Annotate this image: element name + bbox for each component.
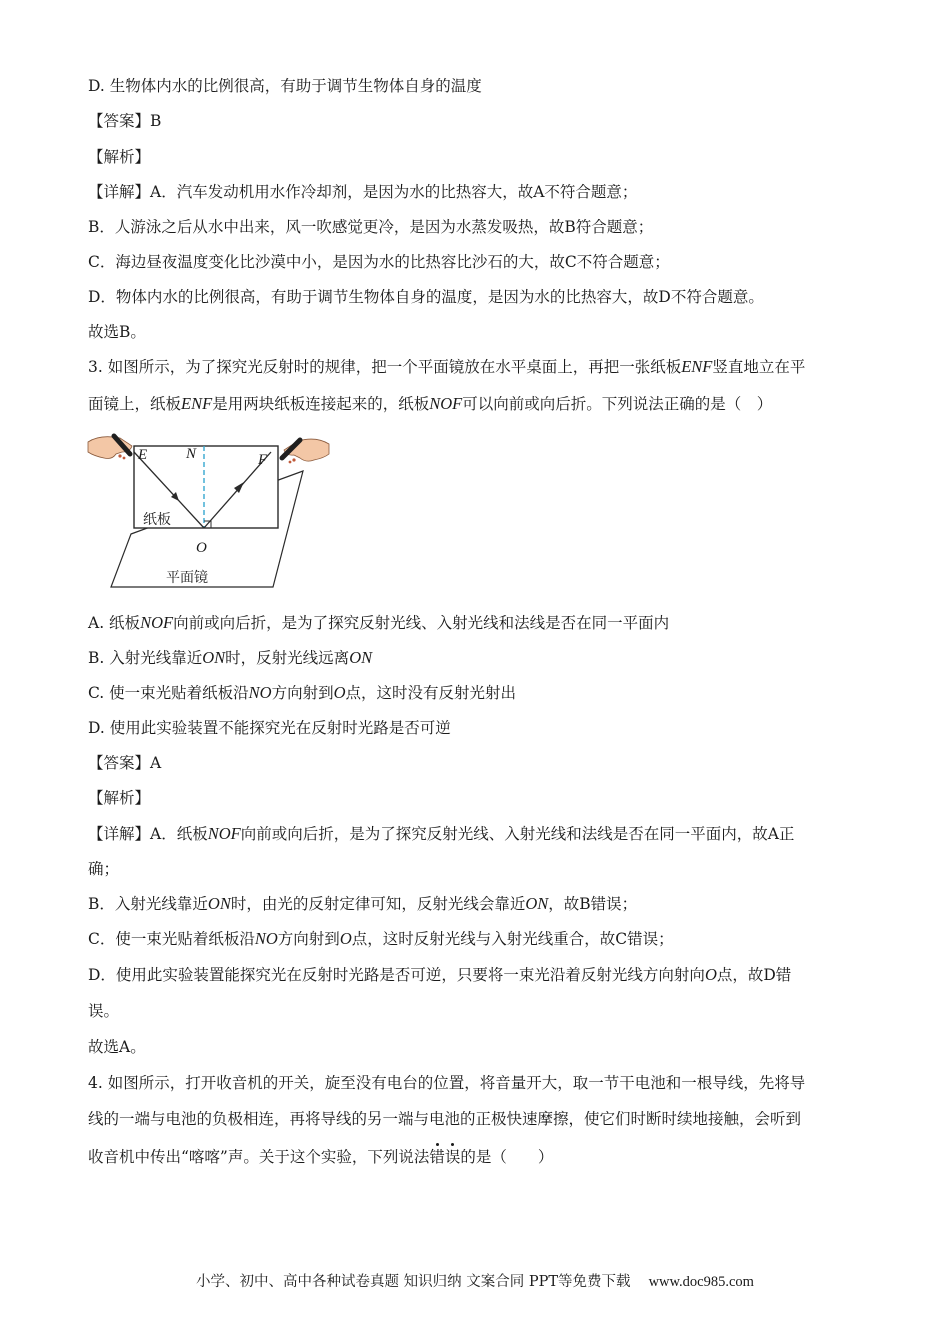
q3-stem2-text-a: 面镜上，纸板	[88, 395, 182, 413]
q3-detail-d-cont: 误。	[88, 1002, 120, 1020]
q3-detail-c-var1: NO	[254, 929, 278, 948]
q3-detail-d	[88, 965, 791, 985]
label-f: F	[258, 452, 268, 468]
q4-stem-line1: 4. 如图所示，打开收音机的开关，旋至没有电台的位置，将音量开大，取一节干电池和一根导线，先将导	[88, 1074, 806, 1092]
q2-conclusion: 故选B。	[88, 323, 146, 341]
q3-stem1-text-b: 竖直地立在平	[712, 358, 806, 376]
q4-emphasis-char-1: 错	[429, 1148, 445, 1166]
q3-opt-b-var2: ON	[349, 648, 373, 667]
q3-option-a	[88, 613, 669, 633]
q3-option-c	[88, 683, 516, 703]
q3-detail-c-var2: O	[339, 929, 352, 948]
right-hand-icon	[282, 439, 329, 463]
q3-detail-b	[88, 894, 637, 914]
q3-opt-c-text1: C. 使一束光贴着纸板沿	[88, 684, 249, 702]
q2-analysis-heading: 【解析】	[88, 148, 151, 166]
q3-detail-b-text3: ，故B错误；	[548, 895, 638, 913]
q4-stem-line3	[88, 1147, 553, 1167]
label-mirror: 平面镜	[166, 570, 208, 586]
q3-opt-b-var1: ON	[202, 648, 226, 667]
q3-opt-c-text2: 方向射到	[271, 684, 334, 702]
q3-detail-c	[88, 929, 674, 949]
q3-stem-line1	[88, 357, 805, 377]
q2-detail-b: B．人游泳之后从水中出来，风一吹感觉更冷，是因为水蒸发吸热，故B符合题意；	[88, 218, 654, 236]
footer-text: 小学、初中、高中各种试卷真题 知识归纳 文案合同 PPT等免费下载	[196, 1274, 631, 1290]
q3-detail-b-text2: 时，由光的反射定律可知，反射光线会靠近	[230, 895, 526, 913]
q3-opt-b-text2: 时，反射光线远离	[225, 649, 350, 667]
q3-option-d: D. 使用此实验装置不能探究光在反射时光路是否可逆	[88, 719, 451, 737]
q3-opt-a-var: NOF	[140, 613, 174, 632]
q4-stem-line2: 线的一端与电池的负极相连，再将导线的另一端与电池的正极快速摩擦，使它们时断时续地接触，会听到	[88, 1110, 802, 1128]
q4-stem3-text-b: 的是（ ）	[460, 1148, 554, 1166]
q3-detail-b-var2: ON	[525, 894, 549, 913]
q3-stem2-var-nof: NOF	[429, 394, 463, 413]
q3-opt-a-text2: 向前或向后折，是为了探究反射光线、入射光线和法线是否在同一平面内	[173, 614, 670, 632]
q3-stem1-var-enf: ENF	[681, 357, 713, 376]
q3-detail-c-text2: 方向射到	[277, 930, 340, 948]
q3-opt-a-text1: A. 纸板	[88, 614, 141, 632]
q3-detail-c-text3: 点，这时反射光线与入射光线重合，故C错误；	[351, 930, 674, 948]
page-footer	[0, 1270, 950, 1291]
left-hand-icon	[88, 436, 132, 459]
q4-stem3-text-a: 收音机中传出“喀喀”声。关于这个实验，下列说法	[88, 1148, 430, 1166]
q3-opt-c-text3: 点，这时没有反射光射出	[345, 684, 517, 702]
q3-detail-b-text1: B．入射光线靠近	[88, 895, 208, 913]
q3-opt-c-var1: NO	[248, 683, 272, 702]
label-e: E	[138, 447, 148, 463]
q3-detail-a-text1: 【详解】A．纸板	[88, 825, 208, 843]
q2-answer: 【答案】B	[88, 112, 162, 130]
label-n: N	[186, 446, 197, 462]
q2-option-d: D. 生物体内水的比例很高，有助于调节生物体自身的温度	[88, 77, 482, 95]
q3-analysis-heading: 【解析】	[88, 789, 151, 807]
q3-detail-a-cont: 确；	[88, 860, 120, 878]
q3-opt-c-var2: O	[333, 683, 346, 702]
reflection-experiment-figure	[86, 432, 331, 592]
q3-detail-a	[88, 824, 794, 844]
label-board: 纸板	[143, 512, 171, 528]
q3-detail-d-text1: D．使用此实验装置能探究光在反射时光路是否可逆，只要将一束光沿着反射光线方向射向	[88, 966, 705, 984]
q4-emphasis-char-2: 误	[444, 1148, 461, 1166]
q3-detail-a-var: NOF	[207, 824, 241, 843]
q3-detail-c-text1: C．使一束光贴着纸板沿	[88, 930, 255, 948]
q3-detail-a-text2: 向前或向后折，是为了探究反射光线、入射光线和法线是否在同一平面内，故A正	[240, 825, 795, 843]
q3-option-b	[88, 648, 372, 668]
q3-opt-b-text1: B. 入射光线靠近	[88, 649, 203, 667]
q3-stem1-text-a: 3. 如图所示，为了探究光反射时的规律，把一个平面镜放在水平桌面上，再把一张纸板	[88, 358, 682, 376]
q3-stem-line2	[88, 394, 772, 414]
footer-url: www.doc985.com	[648, 1274, 754, 1290]
q3-stem2-text-c: 可以向前或向后折。下列说法正确的是（ ）	[462, 395, 773, 413]
q3-answer: 【答案】A	[88, 754, 162, 772]
q2-detail-a: 【详解】A．汽车发动机用水作冷却剂，是因为水的比热容大，故A不符合题意；	[88, 183, 638, 201]
q3-detail-d-text2: 点，故D错	[716, 966, 792, 984]
q3-detail-d-var: O	[704, 965, 717, 984]
q2-detail-d: D．物体内水的比例很高，有助于调节生物体自身的温度，是因为水的比热容大，故D不符合题意。	[88, 288, 764, 306]
q3-stem2-var-enf: ENF	[181, 394, 213, 413]
q3-detail-b-var1: ON	[207, 894, 231, 913]
q2-detail-c: C．海边昼夜温度变化比沙漠中小，是因为水的比热容比沙石的大，故C不符合题意；	[88, 253, 670, 271]
q3-conclusion: 故选A。	[88, 1038, 146, 1056]
label-o: O	[196, 540, 207, 556]
q3-stem2-text-b: 是用两块纸板连接起来的，纸板	[212, 395, 430, 413]
